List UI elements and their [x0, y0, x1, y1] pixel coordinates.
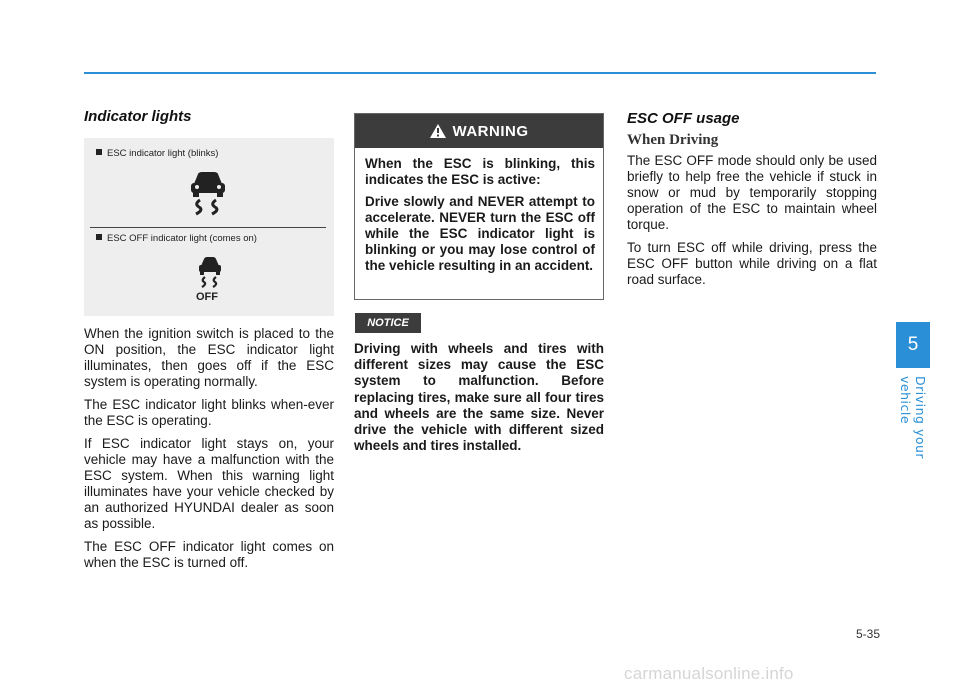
esc-off-car-icon [195, 254, 225, 290]
figure-divider [90, 227, 326, 228]
warning-box [354, 113, 604, 300]
warning-body [355, 148, 603, 274]
chapter-number-tab: 5 [896, 322, 930, 368]
warning-triangle-icon [430, 124, 446, 138]
paragraph: The ESC indicator light blinks when-ever the ESC is operating. [84, 397, 334, 428]
section-heading-indicator-lights: Indicator lights [84, 108, 192, 125]
paragraph: The ESC OFF indicator light comes on when the ESC is turned off. [84, 539, 334, 570]
esc-skid-car-icon [184, 166, 232, 216]
bullet-square-icon [96, 149, 102, 155]
bullet-square-icon [96, 234, 102, 240]
indicator-section [84, 108, 336, 125]
subheading-when-driving: When Driving [627, 132, 719, 148]
paragraph: To turn ESC off while driving, press the ESC OFF button while driving on a flat road surface. [627, 240, 877, 287]
figure-caption-on: ESC OFF indicator light (comes on) [96, 233, 257, 244]
warning-header [355, 114, 603, 148]
paragraph: The ESC OFF mode should only be used briefly to help free the vehicle if stuck in snow or mud by temporarily stopping operation of the ESC to maintain wheel torque. [627, 153, 877, 232]
chapter-title: Driving your vehicle [898, 376, 928, 460]
watermark: carmanualsonline.info [624, 664, 794, 683]
chapter-title-vertical [889, 376, 937, 506]
esc-off-section [627, 110, 877, 295]
indicator-body [84, 326, 334, 578]
header-rule [84, 72, 876, 74]
notice-badge: NOTICE [355, 313, 421, 333]
warning-paragraph: When the ESC is blinking, this indicates the ESC is active: [365, 156, 595, 187]
indicator-figure [84, 138, 334, 316]
paragraph: If ESC indicator light stays on, your vehicle may have a malfunction with the ESC system. When this warning light illuminates have your vehicle checked by an authorized HYUNDAI dealer as soon as possible. [84, 436, 334, 531]
section-heading-esc-off-usage: ESC OFF usage [627, 110, 740, 127]
warning-paragraph: Drive slowly and NEVER attempt to accelerate. NEVER turn the ESC off while the ESC indicator light is blinking or you may lose control of the vehicle resulting in an accident. [365, 194, 595, 273]
esc-off-label: OFF [196, 291, 218, 303]
paragraph: When the ignition switch is placed to the ON position, the ESC indicator light illuminates, then goes off if the ESC system is operating normally. [84, 326, 334, 389]
figure-caption-blinks: ESC indicator light (blinks) [96, 148, 218, 159]
warning-title: WARNING [452, 122, 529, 140]
page-number: 5-35 [855, 627, 880, 641]
notice-text: Driving with wheels and tires with different sizes may cause the ESC system to malfunction. Before replacing tires, make sure all four tires and wheels are the same size. Never drive the vehicle with different sized wheels and tires installed. [354, 341, 604, 454]
